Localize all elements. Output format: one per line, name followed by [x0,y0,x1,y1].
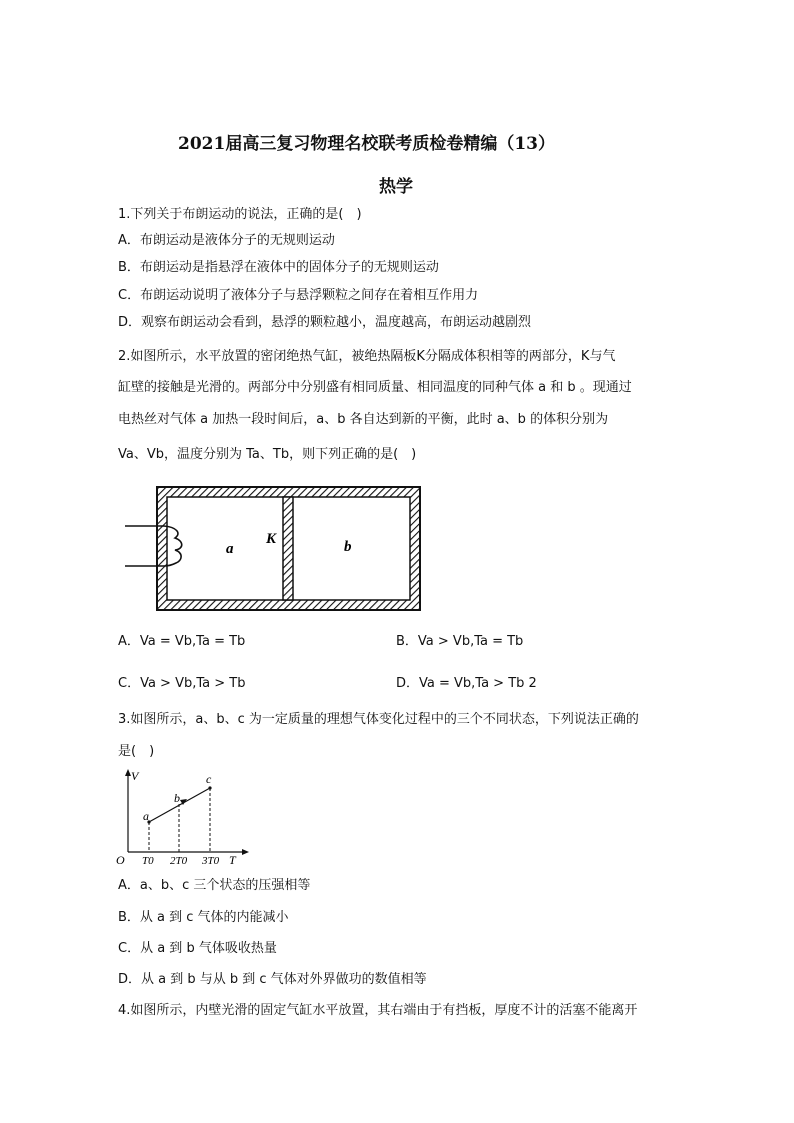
tick-t0: T0 [142,855,154,867]
q2-stem-line2: 缸壁的接触是光滑的。两部分中分别盛有相同质量、相同温度的同种气体 a 和 b 。现通过 [118,380,632,395]
axis-label-v: V [131,769,139,783]
q3-option-b: B．从 a 到 c 气体的内能减小 [118,910,289,925]
q2-option-d: D．Va = Vb,Ta > Tb 2 [396,676,537,691]
page-subtitle: 热学 [379,177,413,197]
point-b: b [174,791,180,805]
q1-option-d: D．观察布朗运动会看到，悬浮的颗粒越小，温度越高，布朗运动越剧烈 [118,315,532,330]
vt-graph [114,766,254,868]
q2-stem-line3: 电热丝对气体 a 加热一段时间后，a、b 各自达到新的平衡，此时 a、b 的体积分别为 [118,412,609,427]
origin-label: O [116,853,125,867]
q2-option-a: A．Va = Vb,Ta = Tb [118,634,246,649]
q2-option-b: B．Va > Vb,Ta = Tb [396,634,524,649]
q1-option-b: B．布朗运动是指悬浮在液体中的固体分子的无规则运动 [118,260,439,275]
q1-option-a: A．布朗运动是液体分子的无规则运动 [118,233,335,248]
label-gas-a: a [226,541,234,557]
label-partition-k: K [266,531,277,547]
q2-stem-line1: 2.如图所示，水平放置的密闭绝热气缸，被绝热隔板K分隔成体积相等的两部分，K与气 [118,349,616,364]
tick-3t0: 3T0 [202,855,220,867]
q4-stem-line1: 4.如图所示，内壁光滑的固定气缸水平放置，其右端由于有挡板，厚度不计的活塞不能离开 [118,1003,638,1018]
q3-option-d: D．从 a 到 b 与从 b 到 c 气体对外界做功的数值相等 [118,972,427,987]
point-a: a [143,809,149,823]
partition-k [283,497,293,600]
q1-option-c: C．布朗运动说明了液体分子与悬浮颗粒之间存在着相互作用力 [118,288,479,303]
cylinder-figure [120,483,425,613]
page-title: 2021届高三复习物理名校联考质检卷精编（13） [178,134,555,154]
q2-option-c: C．Va > Vb,Ta > Tb [118,676,246,691]
q3-option-a: A．a、b、c 三个状态的压强相等 [118,878,311,893]
q1-stem: 1.下列关于布朗运动的说法，正确的是( ) [118,207,362,222]
tick-2t0: 2T0 [170,855,188,867]
q3-option-c: C．从 a 到 b 气体吸收热量 [118,941,277,956]
axis-label-t: T [229,853,236,867]
q3-stem-line2: 是( ) [118,744,155,759]
point-c: c [206,772,212,786]
q2-stem-line4: Va、Vb，温度分别为 Ta、Tb，则下列正确的是( ) [118,447,417,462]
label-gas-b: b [344,539,352,555]
q3-stem-line1: 3.如图所示，a、b、c 为一定质量的理想气体变化过程中的三个不同状态，下列说法正确的 [118,712,639,727]
